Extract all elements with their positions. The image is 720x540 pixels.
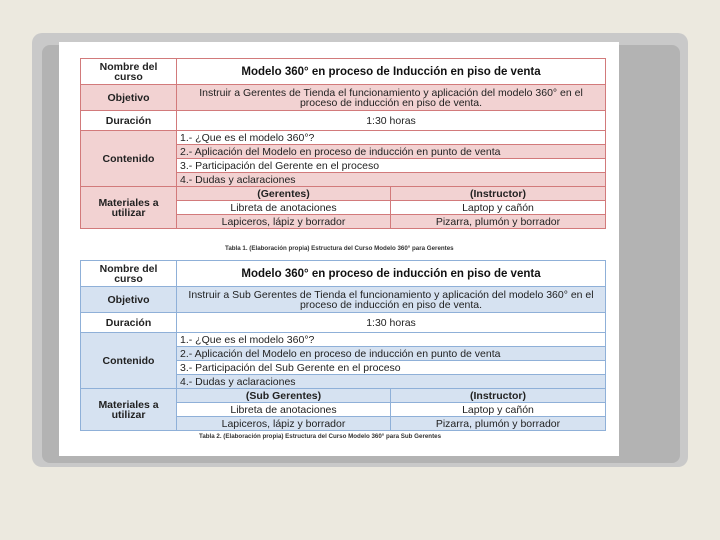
- objective-text: Instruir a Sub Gerentes de Tienda el funcionamiento y aplicación del modelo 360° en el proceso de inducción en piso de venta.: [177, 287, 606, 313]
- materials-cell: Lapiceros, lápiz y borrador: [177, 215, 391, 229]
- content-item: 3.- Participación del Sub Gerente en el proceso: [177, 361, 606, 375]
- duration-label: Duración: [81, 313, 177, 333]
- materials-col2-header: (Instructor): [391, 389, 606, 403]
- materials-cell: Libreta de anotaciones: [177, 403, 391, 417]
- content-label: Contenido: [81, 131, 177, 187]
- objective-label: Objetivo: [81, 85, 177, 111]
- document-image: [59, 42, 619, 456]
- content-item: 2.- Aplicación del Modelo en proceso de inducción en punto de venta: [177, 347, 606, 361]
- duration-value: 1:30 horas: [177, 111, 606, 131]
- duration-value: 1:30 horas: [177, 313, 606, 333]
- course-table-sub-gerentes: [80, 260, 606, 431]
- materials-cell: Lapiceros, lápiz y borrador: [177, 417, 391, 431]
- materials-cell: Libreta de anotaciones: [177, 201, 391, 215]
- content-label: Contenido: [81, 333, 177, 389]
- content-item: 2.- Aplicación del Modelo en proceso de inducción en punto de venta: [177, 145, 606, 159]
- content-item: 3.- Participación del Gerente en el proceso: [177, 159, 606, 173]
- objective-label: Objetivo: [81, 287, 177, 313]
- table-caption: Tabla 2. (Elaboración propia) Estructura del Curso Modelo 360° para Sub Gerentes: [199, 433, 442, 440]
- materials-cell: Laptop y cañón: [391, 201, 606, 215]
- materials-col2-header: (Instructor): [391, 187, 606, 201]
- materials-label: Materiales a utilizar: [81, 389, 177, 431]
- materials-cell: Pizarra, plumón y borrador: [391, 215, 606, 229]
- materials-col1-header: (Gerentes): [177, 187, 391, 201]
- course-name-label: Nombre del curso: [81, 59, 177, 85]
- content-item: 4.- Dudas y aclaraciones: [177, 375, 606, 389]
- materials-cell: Laptop y cañón: [391, 403, 606, 417]
- content-item: 4.- Dudas y aclaraciones: [177, 173, 606, 187]
- course-name: Modelo 360° en proceso de inducción en piso de venta: [177, 261, 606, 287]
- materials-cell: Pizarra, plumón y borrador: [391, 417, 606, 431]
- duration-label: Duración: [81, 111, 177, 131]
- course-name-label: Nombre del curso: [81, 261, 177, 287]
- content-item: 1.- ¿Que es el modelo 360°?: [177, 131, 606, 145]
- course-table-gerentes: [80, 58, 606, 229]
- table-caption: Tabla 1. (Elaboración propia) Estructura del Curso Modelo 360° para Gerentes: [225, 245, 454, 252]
- course-name: Modelo 360° en proceso de Inducción en piso de venta: [177, 59, 606, 85]
- content-item: 1.- ¿Que es el modelo 360°?: [177, 333, 606, 347]
- materials-label: Materiales a utilizar: [81, 187, 177, 229]
- materials-col1-header: (Sub Gerentes): [177, 389, 391, 403]
- objective-text: Instruir a Gerentes de Tienda el funcionamiento y aplicación del modelo 360° en el proceso de inducción en piso de venta.: [177, 85, 606, 111]
